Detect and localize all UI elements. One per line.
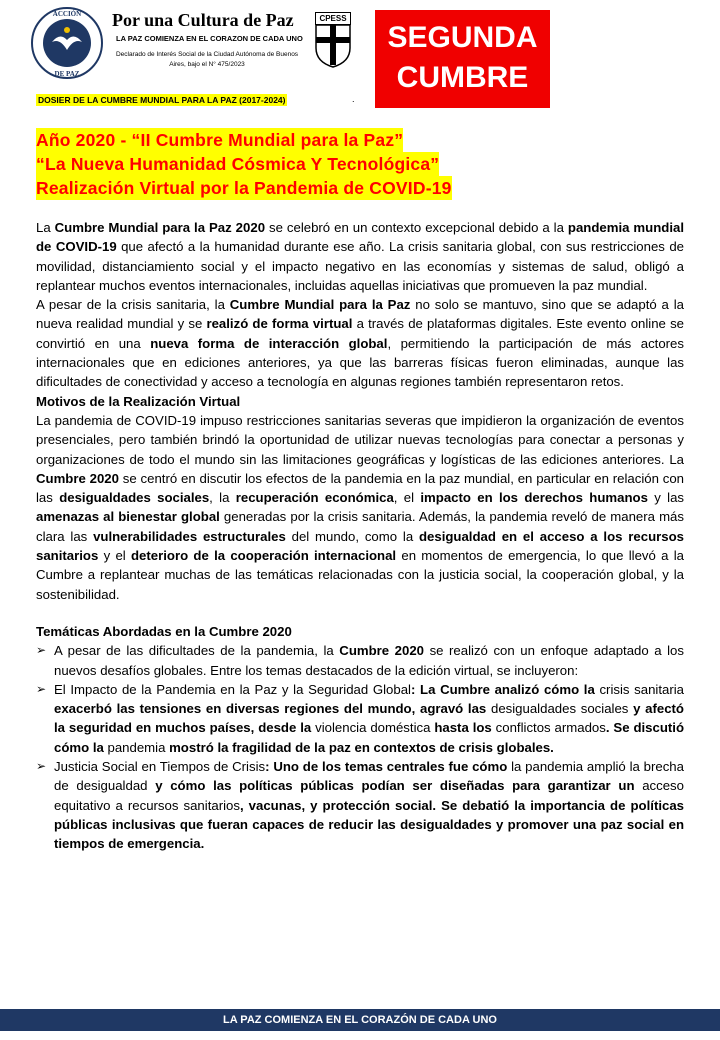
arrow-bullet-icon: ➢ [36, 643, 47, 658]
topics-list [36, 641, 684, 853]
page-title [36, 128, 696, 200]
svg-text:DE PAZ: DE PAZ [54, 70, 80, 78]
bold-text: amenazas al bienestar global [36, 509, 220, 525]
bold-text: exacerbó las tensiones en diversas regiones del mundo, agravó las [54, 701, 491, 717]
title-line-1: Año 2020 - “II Cumbre Mundial para la Paz” [36, 130, 404, 150]
bold-text: deterioro de la cooperación internacional [130, 548, 397, 564]
org-title: Por una Cultura de Paz [112, 10, 294, 30]
subheading-tematicas: Temáticas Abordadas en la Cumbre 2020 [36, 623, 292, 639]
dossier-period: . [352, 94, 355, 104]
bold-text: desigualdades sociales [59, 490, 210, 506]
bold-text: Cumbre Mundial para la Paz 2020 [54, 220, 266, 235]
bold-text: , vacunas, y protección social. Se debatió la importancia de políticas públicas inclusivas que fueran capaces de reducir las desigualdades y promover una paz social en tiempos de emergencia. [54, 797, 684, 852]
title-line-2: “La Nueva Humanidad Cósmica Y Tecnológica” [36, 154, 440, 174]
cpess-label: CPESS [315, 12, 351, 25]
arrow-bullet-icon: ➢ [36, 759, 47, 774]
list-item [36, 680, 684, 757]
paragraph-2: A pesar de la crisis sanitaria, la Cumbre Mundial para la Paz no solo se mantuvo, sino que se adaptó a la nueva realidad mundial y se realizó de forma virtual a través de plataformas digitales. Este evento online se convirtió en una nueva forma de interacción global, permitiendo la participación de más actores internacionales que en ediciones anteriores, ya que las barreras físicas fueron eliminadas, aunque las dificultades de conectividad y acceso a tecnología en algunas regiones también representaron retos. [36, 297, 684, 390]
arrow-bullet-icon: ➢ [36, 681, 47, 696]
bold-text: vulnerabilidades estructurales [93, 528, 286, 544]
summit-line-2: CUMBRE [396, 61, 529, 94]
cpess-shield-icon [315, 24, 351, 68]
bold-text: realizó de forma virtual [206, 316, 353, 332]
subheading-motivos: Motivos de la Realización Virtual [36, 393, 241, 409]
bold-text: nueva forma de interacción global [150, 335, 388, 351]
article-body [36, 218, 684, 854]
list-item-text: A pesar de las dificultades de la pandemia, la Cumbre 2020 se realizó con un enfoque adaptado a los nuevos desafíos globales. Entre los temas destacados de la edición virtual, se incluyeron: [54, 643, 684, 678]
bold-text: mostró la fragilidad de la paz en contextos de crisis globales. [165, 739, 554, 755]
spacer [36, 604, 684, 622]
bold-text: recuperación económica [235, 490, 394, 506]
bold-text: Cumbre 2020 [36, 470, 119, 486]
svg-text:ACCIÓN: ACCIÓN [52, 10, 82, 18]
summit-line-1: SEGUNDA [387, 21, 538, 54]
bold-text: : Uno de los temas centrales fue cómo [265, 759, 512, 775]
bold-text: : La Cumbre analizó cómo la [411, 681, 600, 697]
org-declaration: Declarado de Interés Social de la Ciudad Autónoma de Buenos Aires, bajo el N° 475/2023 [115, 51, 299, 68]
bold-text: pandemia mundial de COVID-19 [36, 220, 684, 255]
bold-text: y cómo las políticas públicas podían ser diseñadas para garantizar un [147, 778, 643, 794]
bold-text: y afectó la seguridad en muchos países, desde la [54, 701, 684, 736]
bold-text: Cumbre Mundial para la Paz [229, 297, 411, 313]
dossier-label: DOSIER DE LA CUMBRE MUNDIAL PARA LA PAZ (2017-2024) [38, 95, 286, 105]
list-item-text: El Impacto de la Pandemia en la Paz y la Seguridad Global: La Cumbre analizó cómo la crisis sanitaria exacerbó las tensiones en diversas regiones del mundo, agravó las desigualdades sociales y afectó la seguridad en muchos países, desde la violencia doméstica hasta los conflictos armados. Se discutió cómo la pandemia mostró la fragilidad de la paz en contextos de crisis globales. [54, 681, 684, 755]
segunda-cumbre-banner [375, 10, 550, 108]
paragraph-1: La Cumbre Mundial para la Paz 2020 se celebró en un contexto excepcional debido a la pandemia mundial de COVID-19 que afectó a la humanidad durante ese año. La crisis sanitaria global, con sus restricciones de movilidad, distanciamiento social y el impacto negativo en las economías y sistemas de salud, obligó a replantear muchos eventos internacionales, incluidas aquellas iniciativas que promueven la paz mundial. [36, 220, 684, 293]
list-item [36, 757, 684, 853]
bold-text: Cumbre 2020 [339, 643, 425, 659]
bold-text: . Se discutió cómo la [54, 720, 684, 755]
list-item [36, 641, 684, 680]
footer-bar: LA PAZ COMIENZA EN EL CORAZÓN DE CADA UNO [0, 1009, 720, 1031]
paragraph-3: La pandemia de COVID-19 impuso restricciones sanitarias severas que impidieron la organización de eventos presenciales, pero también brindó la oportunidad de utilizar nuevas tecnologías para conectar a personas y organizaciones de todo el mundo sin las limitaciones geográficas y logísticas de las ediciones anteriores. La Cumbre 2020 se centró en discutir los efectos de la pandemia en la paz mundial, en particular en relación con las desigualdades sociales, la recuperación económica, el impacto en los derechos humanos y las amenazas al bienestar global generadas por la crisis sanitaria. Además, la pandemia reveló de manera más clara las vulnerabilidades estructurales del mundo, como la desigualdad en el acceso a los recursos sanitarios y el deterioro de la cooperación internacional en momentos de emergencia, lo que llevó a la Cumbre a replantear muchas de las temáticas relacionadas con la justicia social, la cooperación global, y la sostenibilidad. [36, 412, 685, 602]
accion-de-paz-logo [30, 6, 104, 80]
bold-text: desigualdad en el acceso a los recursos sanitarios [36, 528, 685, 564]
bold-text: hasta los [430, 720, 496, 736]
org-subtitle: LA PAZ COMIENZA EN EL CORAZON DE CADA UNO [116, 34, 303, 43]
title-line-3: Realización Virtual por la Pandemia de COVID-19 [36, 178, 452, 198]
bold-text: impacto en los derechos humanos [420, 490, 648, 506]
list-item-text: Justicia Social en Tiempos de Crisis: Uno de los temas centrales fue cómo la pandemia amplió la brecha de desigualdad y cómo las políticas públicas podían ser diseñadas para garantizar un acceso equitativo a recursos sanitarios, vacunas, y protección social. Se debatió la importancia de políticas públicas inclusivas que fueran capaces de reducir las desigualdades y promover una paz social en tiempos de emergencia. [54, 759, 684, 852]
